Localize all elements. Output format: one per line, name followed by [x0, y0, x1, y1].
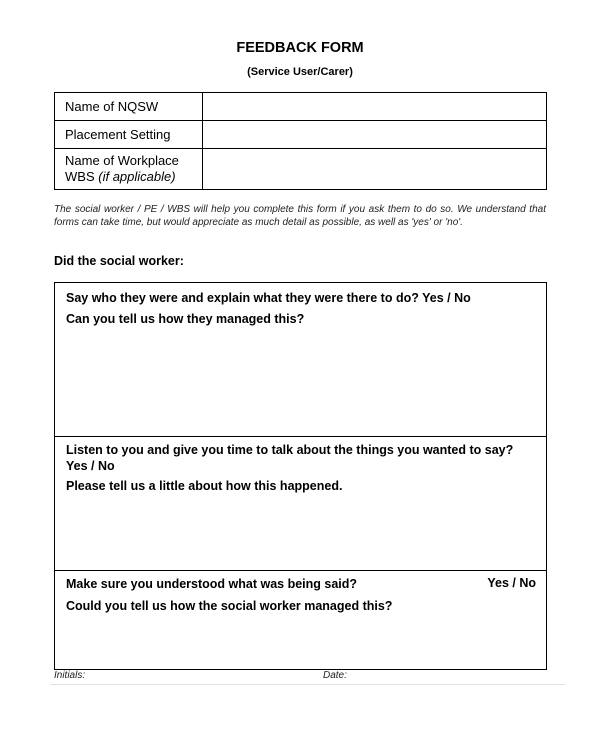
- workplace-label-prefix: WBS: [65, 169, 95, 184]
- info-row-nqsw: [55, 93, 547, 121]
- form-subtitle: (Service User/Carer): [247, 66, 353, 78]
- question-2-yes-no: Yes / No: [66, 459, 115, 473]
- form-title: FEEDBACK FORM: [236, 40, 364, 56]
- questions-heading: Did the social worker:: [54, 254, 184, 268]
- workplace-label-italic: (if applicable): [98, 169, 176, 184]
- info-table: [54, 92, 547, 190]
- question-3-followup: Could you tell us how the social worker managed this?: [66, 599, 393, 613]
- questions-box: [54, 282, 547, 670]
- question-section-3[interactable]: [55, 570, 546, 670]
- info-row-placement: [55, 121, 547, 149]
- question-2: Listen to you and give you time to talk about the things you wanted to say?: [66, 443, 514, 457]
- footer-divider: [50, 684, 565, 685]
- placement-field[interactable]: [203, 121, 547, 149]
- workplace-field[interactable]: [203, 149, 547, 190]
- question-section-2[interactable]: [55, 436, 546, 570]
- question-2-followup: Please tell us a little about how this happened.: [66, 479, 343, 493]
- initials-label: Initials:: [54, 670, 86, 681]
- placement-label: Placement Setting: [55, 121, 203, 149]
- date-label: Date:: [323, 670, 347, 681]
- nqsw-field[interactable]: [203, 93, 547, 121]
- question-3-yes-no: Yes / No: [487, 576, 536, 590]
- question-3: Make sure you understood what was being said?: [66, 577, 358, 591]
- question-1-followup: Can you tell us how they managed this?: [66, 312, 305, 326]
- workplace-label-line1: Name of Workplace: [65, 153, 179, 168]
- nqsw-label: Name of NQSW: [55, 93, 203, 121]
- question-1: Say who they were and explain what they were there to do? Yes / No: [66, 291, 471, 305]
- instruction-note: The social worker / PE / WBS will help you complete this form if you ask them to do so. We understand that forms can take time, but would appreciate as much detail as possible, as well as 'yes' or 'no'.: [54, 204, 546, 228]
- question-section-1[interactable]: [55, 283, 546, 436]
- info-row-workplace: [55, 149, 547, 190]
- workplace-label: [55, 149, 203, 190]
